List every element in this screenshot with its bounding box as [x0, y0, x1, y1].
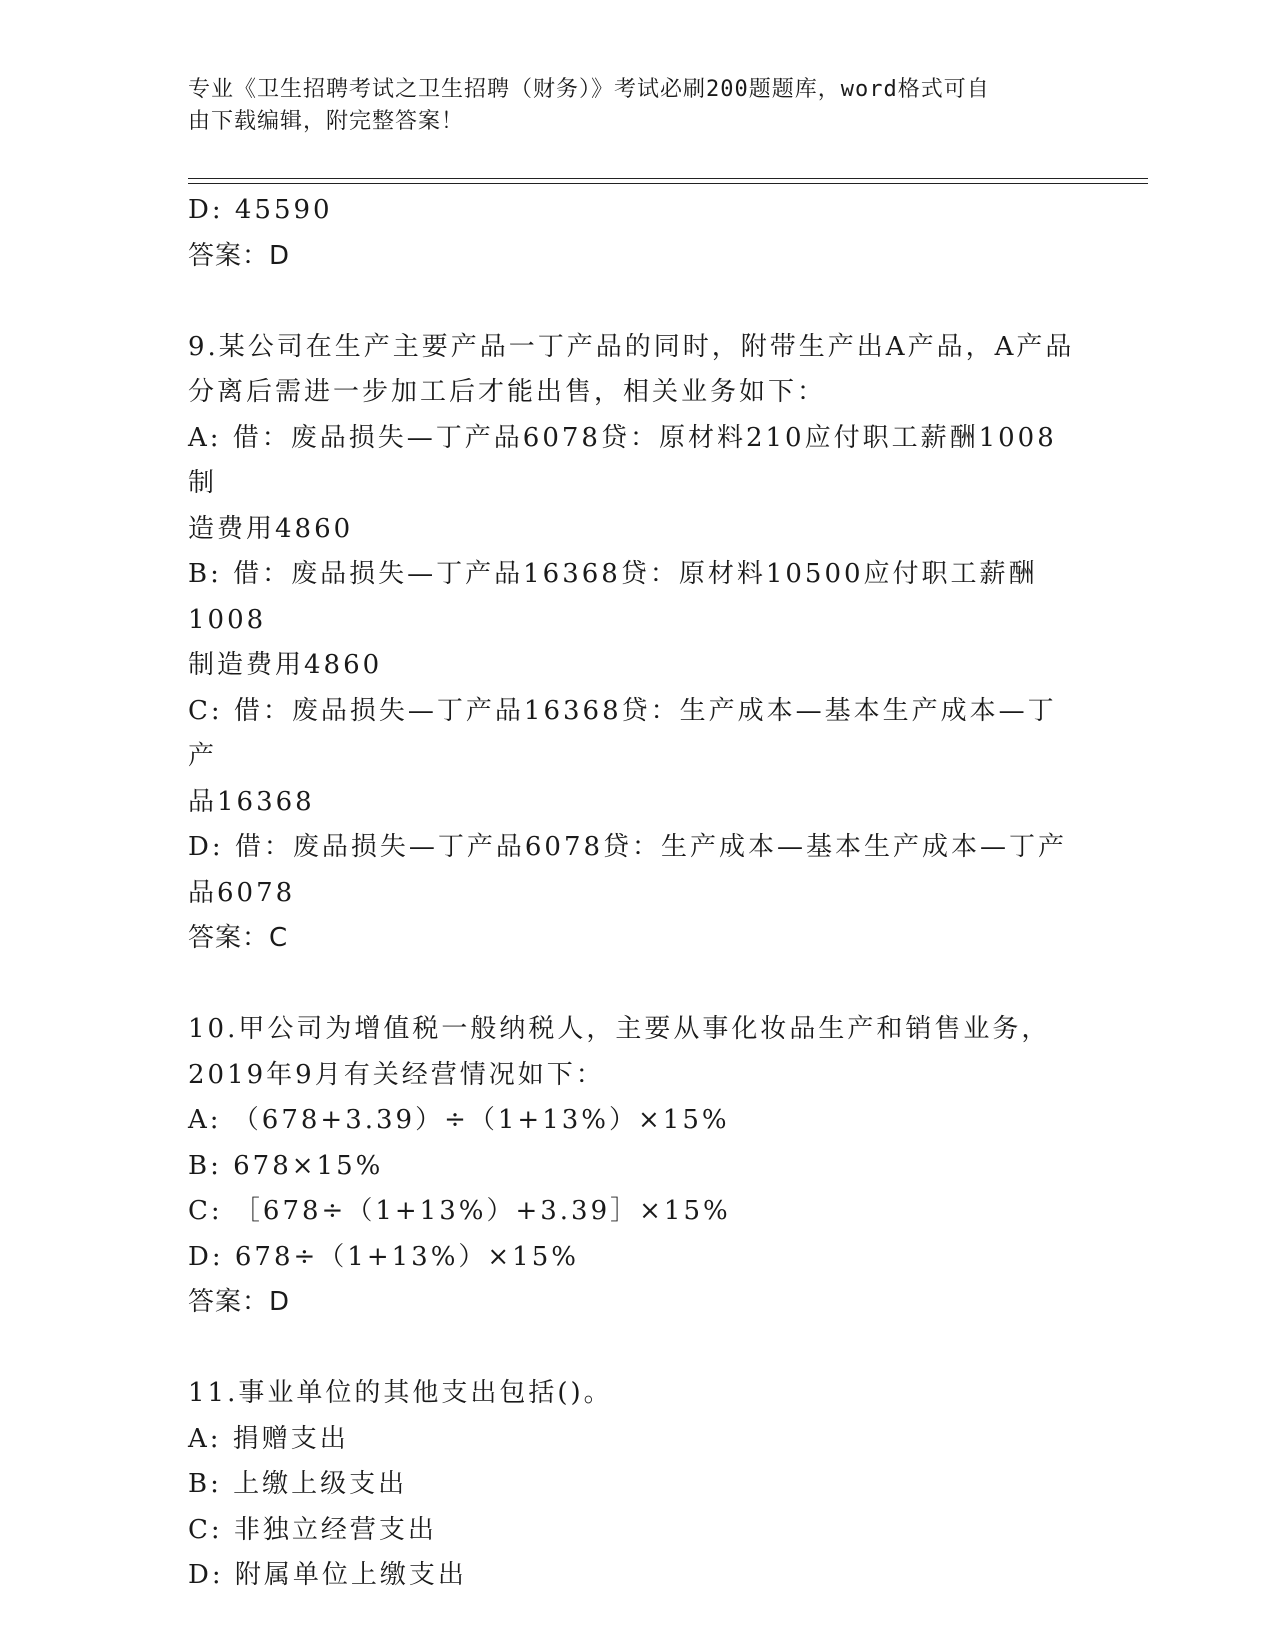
answer-label: 答案：D — [188, 1287, 291, 1317]
option-c: C: 非独立经营支出 — [188, 1514, 437, 1545]
question-9 — [188, 325, 1078, 962]
document-header — [188, 74, 1068, 138]
option-b: B: 上缴上级支出 — [188, 1469, 408, 1499]
option-d: D: 借：废品损失—丁产品6078贷：生产成本—基本生产成本—丁产 — [188, 832, 1068, 862]
option-c: C: 借：废品损失—丁产品16368贷：生产成本—基本生产成本—丁产 — [188, 695, 1057, 771]
question-10 — [188, 1007, 1078, 1326]
header-title-line-2: 由下载编辑，附完整答案！ — [188, 109, 465, 134]
option-b: B: 678×15% — [188, 1150, 384, 1181]
option-d: D: 678÷（1+13%）×15% — [188, 1241, 579, 1272]
option-a: A: 捐赠支出 — [188, 1423, 349, 1454]
option-c: C: ［678÷（1+13%）+3.39］×15% — [188, 1196, 731, 1226]
spacer — [188, 1326, 1078, 1372]
answer-label: 答案：C — [188, 923, 289, 953]
option-d: D: 45590 — [188, 195, 333, 225]
document-body — [188, 188, 1078, 1599]
header-title-line-1: 专业《卫生招聘考试之卫生招聘（财务）》考试必刷200题题库，word格式可自 — [188, 77, 990, 102]
header-rule-top — [188, 178, 1148, 179]
option-b-continued: 制造费用4860 — [188, 650, 383, 680]
option-a-continued: 造费用4860 — [188, 513, 354, 544]
spacer — [188, 279, 1078, 325]
question-11 — [188, 1371, 1078, 1599]
answer-label: 答案：D — [188, 240, 291, 271]
option-b: B: 借：废品损失—丁产品16368贷：原材料10500应付职工薪酬1008 — [188, 559, 1038, 635]
spacer — [188, 962, 1078, 1008]
option-a: A: （678+3.39）÷（1+13%）×15% — [188, 1105, 730, 1135]
option-d-continued: 品6078 — [188, 877, 296, 908]
previous-question-tail — [188, 188, 1078, 279]
option-d: D: 附属单位上缴支出 — [188, 1560, 467, 1590]
question-stem-line: 分离后需进一步加工后才能出售，相关业务如下： — [188, 377, 827, 407]
option-c-continued: 品16368 — [188, 786, 315, 817]
question-stem: 11.事业单位的其他支出包括()。 — [188, 1378, 613, 1408]
question-stem-line: 10.甲公司为增值税一般纳税人，主要从事化妆品生产和销售业务， — [188, 1014, 1051, 1044]
question-stem-line: 2019年9月有关经营情况如下： — [188, 1059, 605, 1090]
header-rule-bottom — [188, 183, 1148, 184]
option-a: A: 借：废品损失—丁产品6078贷：原材料210应付职工薪酬1008制 — [188, 422, 1057, 498]
question-stem-line: 9.某公司在生产主要产品一丁产品的同时，附带生产出A产品，A产品 — [188, 331, 1075, 362]
